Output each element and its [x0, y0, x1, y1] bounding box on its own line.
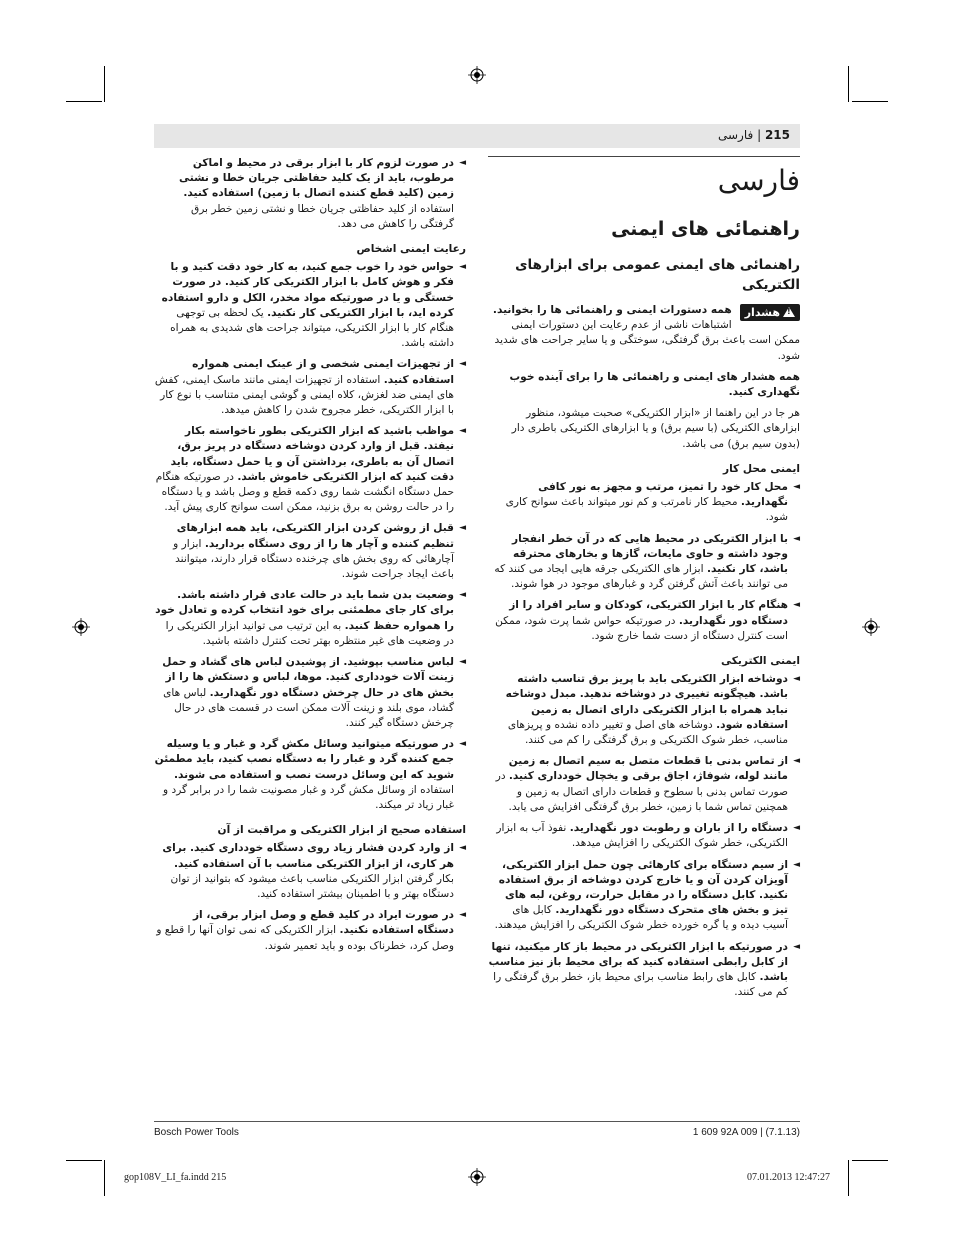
section-heading: ایمنی الکتریکی [721, 655, 800, 668]
warning-bold: همه دستورات ایمنی و راهنمائی ها را بخوانید. [492, 304, 732, 316]
warning-block [488, 303, 800, 364]
crop-mark [848, 66, 849, 102]
bullet-icon: ◄ [793, 600, 800, 611]
list-item [488, 532, 800, 593]
section-heading: رعایت ایمنی اشخاص [356, 243, 466, 256]
warning-triangle-icon [783, 307, 795, 317]
item-text: محیط کار نامرتب و کم نور میتواند باعث سوانح کاری شود. [505, 496, 788, 524]
item-bold: محل کار خود را تمیز، مرتب و مجهز به نور کافی نگهدارید. [538, 481, 788, 509]
page-header [154, 124, 800, 148]
bullet-icon: ◄ [793, 533, 800, 544]
page-number-line [718, 128, 790, 142]
list-item [154, 424, 466, 515]
crop-mark [104, 66, 105, 102]
section-heading: ایمنی محل کار [722, 462, 800, 475]
item-text: لباس های گشاد، موی بلند و زینت آلات ممکن است در قسمت های در حال چرخش دستگاه گیر کنند. [163, 686, 454, 729]
language-title: فارسی [717, 164, 800, 197]
keep-note [488, 370, 800, 400]
list-item [154, 156, 466, 232]
item-bold: در صورت ایراد در کلید قطع و وصل ابزار برقی، از دستگاه استفاده نکنید. [192, 909, 454, 937]
list-item [154, 521, 466, 582]
sub-heading: راهنمائی های ایمنی عمومی برای ابزارهای الکتریکی [515, 257, 800, 293]
crop-mark [66, 101, 102, 102]
item-text: بکار گرفتن ابزار الکتریکی مناسب باعث میشود که بتوانید از توان دستگاه بهتر و با اطمینان بیشتر استفاده کنید. [170, 872, 454, 900]
bullet-icon: ◄ [459, 657, 466, 668]
item-text: در صورت تماس بدنی با سطوح و قطعات دارای اتصال به زمین و همچنین تماس شما با زمین، خطر برق گرفتگی افزایش می یابد. [495, 770, 788, 813]
item-text: استفاده از وسائل مکش گرد و غبار مصونیت شما را در برابر گرد و غبار زیاد تر میکند. [163, 783, 454, 811]
list-item [488, 754, 800, 815]
crop-mark [66, 1160, 102, 1161]
list-item [154, 841, 466, 902]
bullet-icon: ◄ [793, 674, 800, 685]
header-language: فارسی [717, 128, 754, 142]
right-column [488, 156, 800, 1006]
title-rule [488, 156, 800, 157]
list-item [488, 598, 800, 644]
item-bold: قبل از روشن کردن ابزار الکتریکی، باید همه ابزارهای تنظیم کننده و آچار ها را از روی دستگاه بردارید. [176, 522, 454, 550]
item-bold: حواس خود را خوب جمع کنید، به کار خود دقت کنید و با فکر و هوش کامل با ابزار الکتریکی کار کنید. در صورت خستگی و یا در صورتیکه مواد مخدر، الکل و دارو استفاده کرده اید، با ابزار الکتریکی کار نکنید. [161, 261, 454, 319]
list-item [488, 821, 800, 851]
bullet-icon: ◄ [793, 859, 800, 870]
item-text: دوشاخه های اصل و تغییر داده نشده و پریزهای مناسب، خطر شوک الکتریکی و برق گرفتگی را کم می کنند. [507, 718, 788, 747]
item-text: به این ترتیب می توانید ابزار الکتریکی را در وضعیت های غیر منتظره بهتر تحت کنترل داشته باشید. [165, 619, 454, 647]
item-text: ابزار الکتریکی که نمی توان آنها را قطع و وصل کرد، خطرناک بوده و باید تعمیر شوند. [156, 924, 454, 952]
slug-date: 07.01.2013 12:47:27 [746, 1172, 830, 1183]
list-item [488, 672, 800, 748]
bullet-icon: ◄ [459, 426, 466, 437]
item-text: نفوذ آب به ابزار الکتریکی، خطر شوک الکتریکی را افزایش میدهد. [496, 822, 788, 850]
item-bold: از تماس بدنی با قطعات متصل به سیم اتصال به زمین مانند لوله، شوفاژ، اجاق برقی و یخچال خودداری کنید. [508, 755, 788, 783]
warning-text: اشتباهات ناشی از عدم رعایت این دستورات ایمنی ممکن است باعث برق گرفتگی، سوختگی و یا سایر جراحت های شدید شود. [494, 319, 800, 362]
item-text: استفاده از کلید حفاظتی جریان خطا و نشتی زمین خطر برق گرفتگی را کاهش می دهد. [190, 202, 454, 230]
item-bold: دستگاه را از باران و رطوبت دور نگهدارید. [569, 822, 788, 835]
item-text: ابزار و آچارهائی که روی بخش های چرخنده دستگاه قرار دارند، میتوانند باعث ایجاد جراحت شوند. [173, 537, 454, 581]
item-bold: هنگام کار با ابزار الکتریکی، کودکان و سایر افراد را از دستگاه دور نگهدارید. [509, 599, 788, 627]
list-item [488, 940, 800, 1001]
item-text: یک لحظه بی توجهی هنگام کار با ابزار الکتریکی، میتواند جراحت های شدیدی به همراه داشته باشد. [170, 306, 454, 350]
bullet-icon: ◄ [459, 590, 466, 601]
item-text: کابل های آسیب دیده و یا گره خورده خطر شوک الکتریکی را افزایش میدهند. [494, 904, 788, 932]
item-text: کابل های رابط مناسب برای محیط باز، خطر برق گرفتگی را کم می کنند. [493, 970, 788, 999]
page-number: 215 [764, 128, 790, 142]
list-item [488, 480, 800, 526]
bullet-icon: ◄ [793, 482, 800, 493]
item-bold: از سیم دستگاه برای کارهائی چون حمل ابزار الکتریکی، آویزان کردن آن و یا خارج کردن دوشاخه از برق استفاده نکنید. کابل دستگاه را در مقابل حرارت، روغن، لبه های تیز و بخش های متحرک دستگاه دور نگهدارید. [498, 858, 788, 917]
bullet-icon: ◄ [459, 739, 466, 750]
crop-mark [104, 1160, 105, 1196]
list-item [154, 737, 466, 813]
item-bold: از وارد کردن فشار زیاد روی دستگاه خودداری کنید. برای هر کاری، از ابزار الکتریکی مناسب با آن استفاده کنید. [162, 842, 454, 870]
item-text: ابزار های الکتریکی جرقه هایی ایجاد می کنند که می توانند باعث آتش گرفتن گرد و غبارهای موجود در هوا شوند. [494, 563, 788, 591]
item-bold: در صورتیکه میتوانید وسائل مکش گرد و غبار و یا وسیله جمع کننده گرد و غبار را به دستگاه نصب کنید، باید مطمئن شوید که این وسائل درست نصب و استفاده می شوند. [154, 738, 454, 781]
bullet-icon: ◄ [793, 756, 800, 767]
crop-mark [848, 1160, 849, 1196]
list-item [154, 357, 466, 418]
footer-rule [154, 1121, 800, 1122]
header-separator: | [757, 128, 762, 142]
item-bold: با ابزار الکتریکی در محیط هایی که در آن خطر انفجار وجود داشته و حاوی مایعات، گازها و بخارهای محترقه باشد، کار نکنید. [511, 532, 788, 576]
slug-file: gop108V_LI_fa.indd 215 [124, 1172, 227, 1183]
item-bold: در صورتیکه با ابزار الکتریکی در محیط باز کار میکنید، تنها از کابل رابطی استفاده کنید که برای محیط باز نیز مناسب باشد. [488, 940, 788, 983]
list-item [154, 260, 466, 351]
warning-label: هشدار [744, 306, 780, 319]
list-item [154, 655, 466, 731]
item-bold: در صورت لزوم کار با ابزار برقی در محیط و اماکن مرطوب، باید از یک کلید حفاظتی جریان خطا و نشتی زمین (کلید قطع کننده اتصال با زمین) استفاده کنید. [179, 157, 454, 200]
item-text: استفاده از تجهیزات ایمنی مانند ماسک ایمنی، کفش های ایمنی ضد لغزش، کلاه ایمنی و گوشی ایمنی متناسب با نوع کار با ابزار الکتریکی، خطر مجروح شدن را کاهش میدهد. [154, 373, 454, 417]
bullet-icon: ◄ [459, 359, 466, 370]
item-bold: لباس مناسب بپوشید. از پوشیدن لباس های گشاد و حمل زینت آلات خودداری کنید. موها، لباس و دستکش ها را از بخش های در حال چرخش دستگاه دور نگهدارید. [162, 656, 454, 699]
section-heading: استفاده صحیح از ابزار الکتریکی و مراقبت از آن [217, 824, 466, 837]
list-item [154, 588, 466, 649]
crop-mark [852, 101, 888, 102]
left-column [154, 156, 466, 960]
warning-badge [740, 304, 800, 321]
list-item [154, 908, 466, 954]
bullet-icon: ◄ [459, 843, 466, 854]
right-sections [488, 462, 800, 1001]
keep-note-text: همه هشدار های ایمنی و راهنمائی ها را برای آینده خوب نگهداری کنید. [509, 370, 800, 399]
item-bold: دوشاخه ابزار الکتریکی باید با پریز برق تناسب داشته باشد. هیچگونه تغییری در دوشاخه ندهید. مبدل دوشاخه نباید همراه با ابزار الکتریکی دارای اتصال به زمین استفاده شود. [505, 673, 788, 731]
bullet-icon: ◄ [459, 523, 466, 534]
registration-mark-icon [468, 1168, 486, 1186]
item-bold: مواظب باشید که ابزار الکتریکی بطور ناخواسته بکار نیفتد. قبل از وارد کردن دوشاخه دستگاه در پریز برق، اتصال آن به باطری، برداشتن آن و یا حمل دستگاه، باید دقت کنید که ابزار الکتریکی خاموش باشد. [170, 425, 454, 483]
registration-mark-icon [468, 66, 486, 84]
item-text: در صورتیکه حواس شما پرت شود، ممکن است کنترل دستگاه از دست شما خارج شود. [495, 614, 788, 642]
bullet-icon: ◄ [459, 158, 466, 168]
footer-left: Bosch Power Tools [154, 1127, 239, 1138]
item-bold: وضعیت بدن شما باید در حالت عادی قرار داشته باشد. برای کار جای مطمئنی برای خود انتخاب کرده و تعادل خود را همواره حفظ کنید. [155, 589, 454, 632]
item-bold: از تجهیزات ایمنی شخصی و از عینک ایمنی همواره استفاده کنید. [192, 358, 454, 386]
registration-mark-icon [72, 618, 90, 636]
left-sections [154, 242, 466, 954]
crop-mark [852, 1160, 888, 1161]
registration-mark-icon [862, 618, 880, 636]
definition: هر جا در این راهنما از «ابزار الکتریکی» صحبت میشود، منظور ابزارهای الکتریکی (با سیم برق) و یا ابزارهای الکتریکی باطری دار (بدون سیم برق) می باشد. [511, 407, 800, 450]
bullet-icon: ◄ [793, 941, 800, 952]
bullet-icon: ◄ [793, 823, 800, 834]
footer-right: 1 609 92A 009 | (7.1.13) [692, 1127, 800, 1138]
main-heading: راهنمائی های ایمنی [611, 218, 800, 240]
bullet-icon: ◄ [459, 262, 466, 273]
item-text: در صورتیکه هنگام حمل دستگاه انگشت شما روی دکمه قطع و وصل باشد و یا دستگاه را در حالت روشن به برق بزنید، ممکن است سوانح کاری پیش آید. [155, 470, 454, 514]
bullet-icon: ◄ [459, 910, 466, 921]
list-item [488, 858, 800, 934]
